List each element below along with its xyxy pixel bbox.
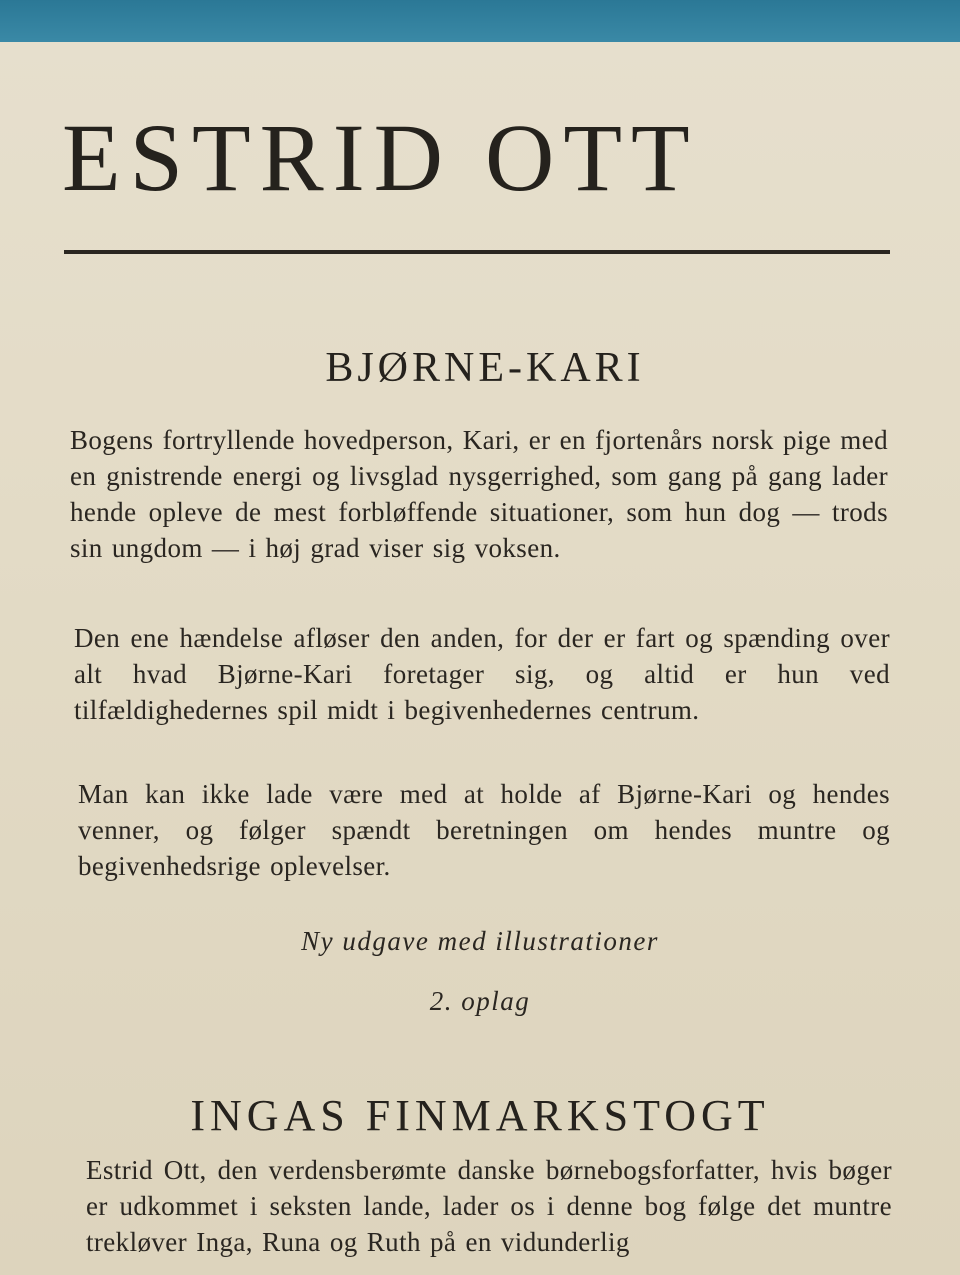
author-heading: ESTRID OTT [62, 104, 699, 211]
book-title-bjorne-kari: BJØRNE-KARI [325, 345, 645, 391]
book2-paragraph: Estrid Ott, den verdensberømte danske børnebogsforfatter, hvis bøger er udkommet i seksten lande, lader os i denne bog følge det muntre trekløver Inga, Runa og Ruth på en vidunderlig [86, 1155, 892, 1257]
book-title-ingas-finmarkstogt: INGAS FINMARKSTOGT [190, 1091, 770, 1140]
book1-paragraph-1: Bogens fortryllende hovedperson, Kari, er en fjortenårs norsk pige med en gnistrende energi og livsglad nysgerrighed, som gang på gang lader hende opleve de mest forbløffende situationer, som hun dog — trods sin ungdom — i høj grad viser sig voksen. [70, 425, 888, 563]
book1-paragraph-2: Den ene hændelse afløser den anden, for der er fart og spænding over alt hvad Bjørne-Kari foretager sig, og altid er hun ved tilfældighedernes spil midt i begivenhedernes centrum. [74, 623, 890, 725]
book1-paragraph-3: Man kan ikke lade være med at holde af Bjørne-Kari og hendes venner, og følger spændt beretningen om hendes muntre og begivenhedsrige oplevelser. [78, 779, 890, 881]
edition-note: Ny udgave med illustrationer [301, 926, 659, 956]
printing-note: 2. oplag [429, 986, 531, 1016]
heading-rule [64, 250, 890, 254]
cover-band [0, 0, 960, 42]
book-back-page [0, 42, 960, 1275]
